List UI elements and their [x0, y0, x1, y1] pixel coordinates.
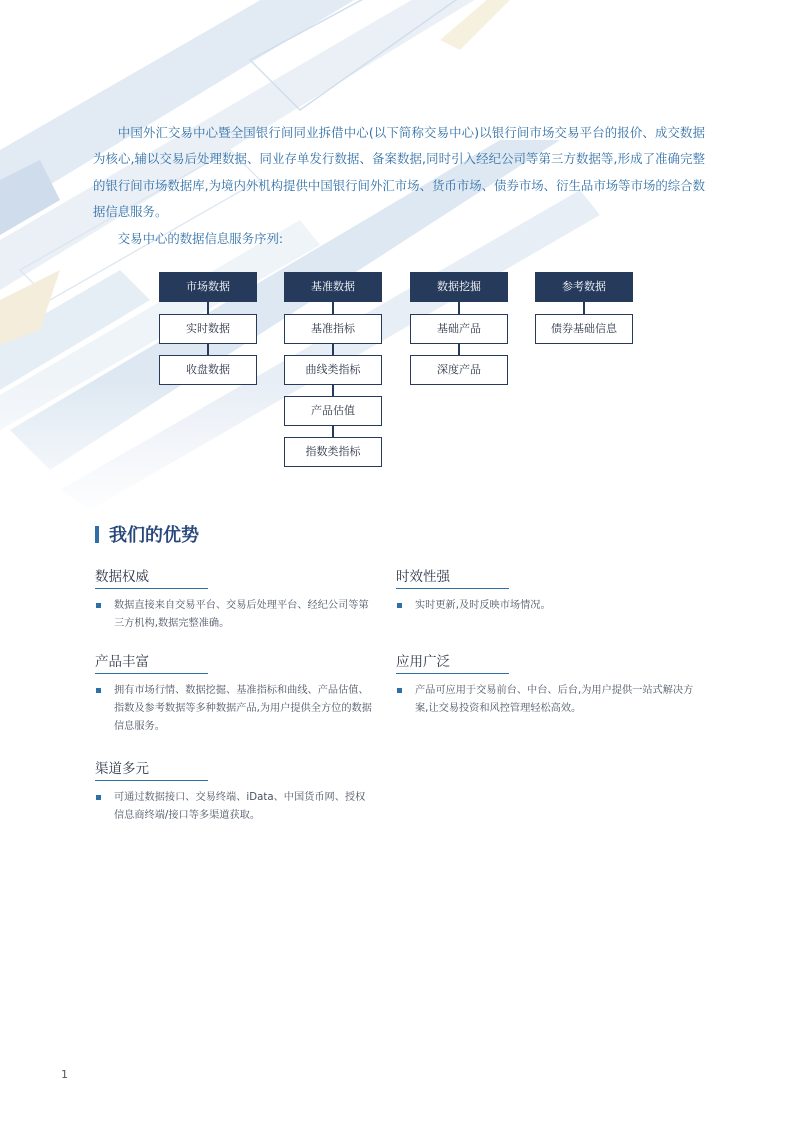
advantage-text: 实时更新,及时反映市场情况。 [415, 600, 551, 611]
tree-node: 深度产品 [410, 355, 508, 385]
tree-header-benchmark-data: 基准数据 [284, 272, 382, 302]
service-tree-diagram [0, 0, 793, 480]
advantage-multi-channel [95, 757, 375, 825]
advantage-bullet [95, 682, 375, 736]
advantage-text: 产品可应用于交易前台、中台、后台,为用户提供一站式解决方案,让交易投资和风控管理轻松高效。 [415, 685, 694, 714]
intro-paragraph: 中国外汇交易中心暨全国银行间同业拆借中心(以下简称交易中心)以银行间市场交易平台的报价、成交数据为核心,辅以交易后处理数据、同业存单发行数据、备案数据,同时引入经纪公司等第三方数据等,形成了准确完整的银行间市场数据库,为境内外机构提供中国银行间外汇市场、货币市场、债券市场、衍生品市场等市场的综合数据信息服务。 [93, 125, 705, 220]
advantage-title: 产品丰富 [95, 650, 208, 674]
advantage-wide-application [396, 650, 696, 718]
tree-node: 指数类指标 [284, 437, 382, 467]
advantage-rich-products [95, 650, 375, 736]
advantages-title [95, 521, 199, 547]
tree-header-market-data: 市场数据 [159, 272, 257, 302]
advantage-title: 应用广泛 [396, 650, 509, 674]
tree-header-reference-data: 参考数据 [535, 272, 633, 302]
advantage-bullet [396, 682, 696, 718]
tree-node: 实时数据 [159, 314, 257, 344]
tree-node: 基础产品 [410, 314, 508, 344]
service-series-label: 交易中心的数据信息服务序列: [117, 230, 284, 246]
title-bar [95, 526, 99, 543]
tree-node: 收盘数据 [159, 355, 257, 385]
tree-header-data-mining: 数据挖掘 [410, 272, 508, 302]
advantage-title: 时效性强 [396, 565, 509, 589]
advantage-bullet [396, 597, 696, 615]
tree-node: 曲线类指标 [284, 355, 382, 385]
tree-node: 基准指标 [284, 314, 382, 344]
advantage-timeliness [396, 565, 696, 615]
advantages-title-text: 我们的优势 [109, 525, 199, 546]
tree-node: 债券基础信息 [535, 314, 633, 344]
bullet-square-icon [96, 603, 101, 608]
advantage-title: 数据权威 [95, 565, 208, 589]
advantage-bullet [95, 597, 375, 633]
bullet-square-icon [96, 795, 101, 800]
advantage-text: 可通过数据接口、交易终端、iData、中国货币网、授权信息商终端/接口等多渠道获取。 [114, 792, 366, 821]
bullet-square-icon [397, 688, 402, 693]
advantage-title: 渠道多元 [95, 757, 208, 781]
advantage-authoritative-data [95, 565, 375, 633]
tree-node: 产品估值 [284, 396, 382, 426]
advantage-text: 拥有市场行情、数据挖掘、基准指标和曲线、产品估值、指数及参考数据等多种数据产品,为用户提供全方位的数据信息服务。 [114, 685, 372, 732]
bullet-square-icon [397, 603, 402, 608]
advantage-bullet [95, 789, 375, 825]
page-number: 1 [61, 1068, 68, 1081]
advantage-text: 数据直接来自交易平台、交易后处理平台、经纪公司等第三方机构,数据完整准确。 [114, 600, 369, 629]
bullet-square-icon [96, 688, 101, 693]
